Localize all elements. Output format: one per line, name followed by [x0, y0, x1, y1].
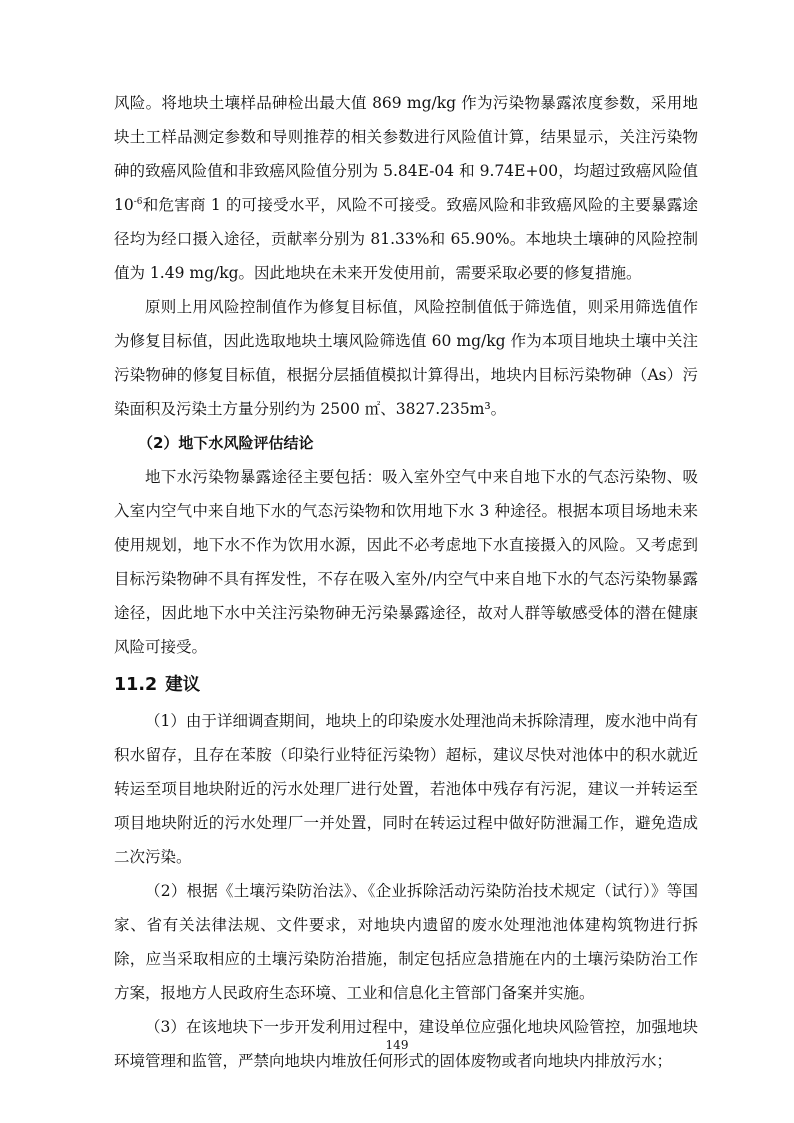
section-title: 建议: [165, 675, 201, 695]
paragraph-risk-results: [114, 86, 698, 290]
page-body: [114, 86, 698, 1078]
paragraph-recommendation-2: （2）根据《土壤污染防治法》、《企业拆除活动污染防治技术规定（试行）》等国家、省有关法律法规、文件要求，对地块内遗留的废水处理池池体建构筑物进行拆除，应当采取相应的土壤污染防治措施，制定包括应急措施在内的土壤污染防治工作方案，报地方人民政府生态环境、工业和信息化主管部门备案并实施。: [114, 882, 698, 1002]
risk-results-text: 风险。将地块土壤样品砷检出最大值 869 mg/kg 作为污染物暴露浓度参数，采用地块土工样品测定参数和导则推荐的相关参数进行风险值计算，结果显示，关注污染物砷的致癌风险值和非致癌风险值分别为 5.84E-04 和 9.74E+00，均超过致癌风险值 10: [114, 94, 698, 214]
page-number: 149: [385, 1038, 409, 1052]
section-heading: [114, 666, 698, 704]
paragraph-recommendation-3: （3）在该地块下一步开发利用过程中，建设单位应强化地块风险管控，加强地块环境管理和监管，严禁向地块内堆放任何形式的固体废物或者向地块内排放污水；: [114, 1018, 698, 1070]
paragraph-groundwater: 地下水污染物暴露途径主要包括：吸入室外空气中来自地下水的气态污染物、吸入室内空气中来自地下水的气态污染物和饮用地下水 3 种途径。根据本项目场地未来使用规划，地下水不作为饮用水源，因此不必考虑地下水直接摄入的风险。又考虑到目标污染物砷不具有挥发性，不存在吸入室外/内空气中来自地下水的气态污染物暴露途径，因此地下水中关注污染物砷无污染暴露途径，故对人群等敏感受体的潜在健康风险可接受。: [114, 468, 698, 656]
paragraph-remediation-target: 原则上用风险控制值作为修复目标值，风险控制值低于筛选值，则采用筛选值作为修复目标值，因此选取地块土壤风险筛选值 60 mg/kg 作为本项目地块土壤中关注污染物砷的修复目标值，根据分层插值模拟计算得出，地块内目标污染物砷（As）污染面积及污染土方量分别约为 2500 ㎡、3827.235m³。: [114, 298, 698, 418]
subheading-groundwater: （2）地下水风险评估结论: [138, 434, 314, 452]
risk-results-text-cont: 和危害商 1 的可接受水平，风险不可接受。致癌风险和非致癌风险的主要暴露途径均为经口摄入途径，贡献率分别为 81.33%和 65.90%。本地块土壤砷的风险控制值为 1.49 mg/kg。因此地块在未来开发使用前，需要采取必要的修复措施。: [114, 196, 698, 282]
paragraph-recommendation-1: （1）由于详细调查期间，地块上的印染废水处理池尚未拆除清理，废水池中尚有积水留存，且存在苯胺（印染行业特征污染物）超标，建议尽快对池体中的积水就近转运至项目地块附近的污水处理厂进行处置，若池体中残存有污泥，建议一并转运至项目地块附近的污水处理厂一并处置，同时在转运过程中做好防泄漏工作，避免造成二次污染。: [114, 712, 698, 866]
exponent-superscript: -6: [133, 197, 143, 207]
section-number: 11.2: [114, 675, 158, 695]
